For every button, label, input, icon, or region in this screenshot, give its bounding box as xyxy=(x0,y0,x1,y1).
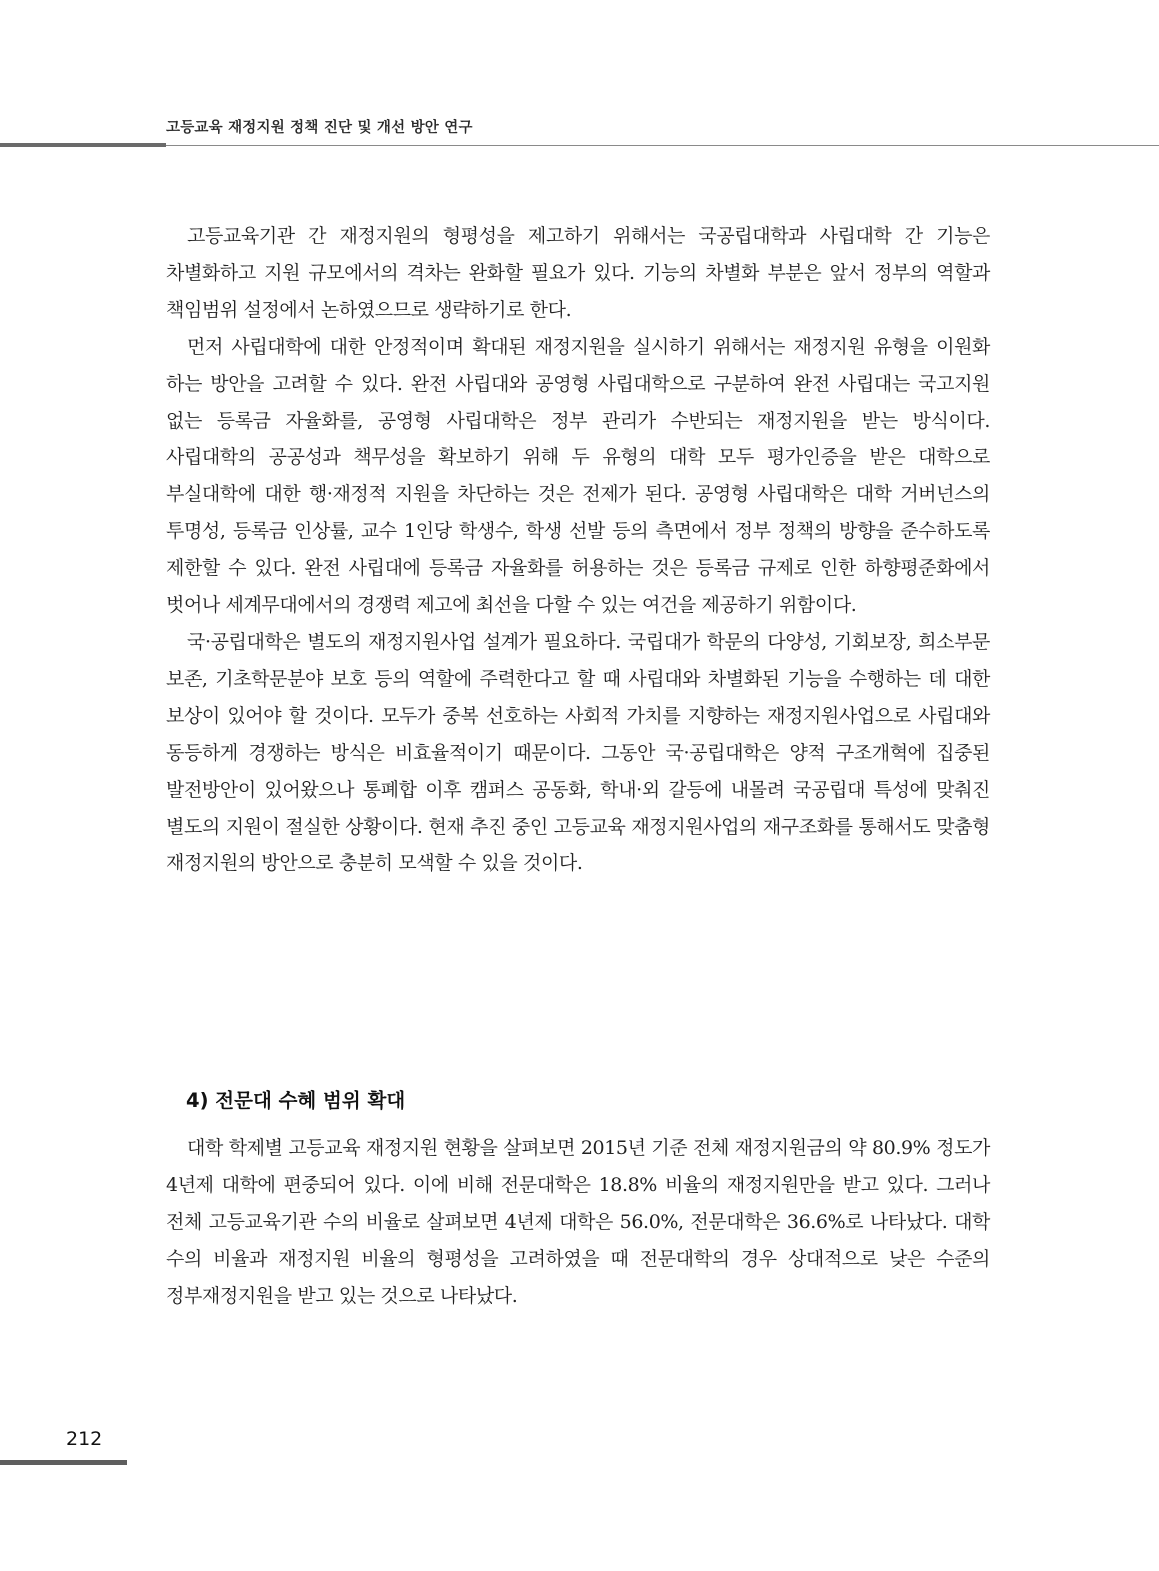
body-text-block xyxy=(166,218,990,882)
section-heading: 4) 전문대 수혜 범위 확대 xyxy=(186,1089,406,1112)
running-header-title: 고등교육 재정지원 정책 진단 및 개선 방안 연구 xyxy=(166,120,473,136)
section-paragraph-1: 대학 학제별 고등교육 재정지원 현황을 살펴보면 2015년 기준 전체 재정지원금의 약 80.9% 정도가 4년제 대학에 편중되어 있다. 이에 비해 전문대학은 18.8% 비율의 재정지원만을 받고 있다. 그러나 전체 고등교육기관 수의 비율로 살펴보면 4년제 대학은 56.0%, 전문대학은 36.6%로 나타났다. 대학 수의 비율과 재정지원 비율의 형평성을 고려하였을 때 전문대학의 경우 상대적으로 낮은 수준의 정부재정지원을 받고 있는 것으로 나타났다. xyxy=(166,1137,990,1307)
footer-rule xyxy=(0,1460,127,1465)
section-text-block xyxy=(166,1130,990,1315)
page-number: 212 xyxy=(66,1428,103,1450)
paragraph-3: 국·공립대학은 별도의 재정지원사업 설계가 필요하다. 국립대가 학문의 다양성, 기회보장, 희소부문 보존, 기초학문분야 보호 등의 역할에 주력한다고 할 때 사립대와 차별화된 기능을 수행하는 데 대한 보상이 있어야 할 것이다. 모두가 중복 선호하는 사회적 가치를 지향하는 재정지원사업으로 사립대와 동등하게 경쟁하는 방식은 비효율적이기 때문이다. 그동안 국·공립대학은 양적 구조개혁에 집중된 발전방안이 있어왔으나 통폐합 이후 캠퍼스 공동화, 학내·외 갈등에 내몰려 국공립대 특성에 맞춰진 별도의 지원이 절실한 상황이다. 현재 추진 중인 고등교육 재정지원사업의 재구조화를 통해서도 맞춤형 재정지원의 방안으로 충분히 모색할 수 있을 것이다. xyxy=(166,630,990,875)
paragraph-1: 고등교육기관 간 재정지원의 형평성을 제고하기 위해서는 국공립대학과 사립대학 간 기능은 차별화하고 지원 규모에서의 격차는 완화할 필요가 있다. 기능의 차별화 부분은 앞서 정부의 역할과 책임범위 설정에서 논하였으므로 생략하기로 한다. xyxy=(166,225,990,321)
header-rule-accent xyxy=(0,143,166,147)
paragraph-2: 먼저 사립대학에 대한 안정적이며 확대된 재정지원을 실시하기 위해서는 재정지원 유형을 이원화 하는 방안을 고려할 수 있다. 완전 사립대와 공영형 사립대학으로 구분하여 완전 사립대는 국고지원 없는 등록금 자율화를, 공영형 사립대학은 정부 관리가 수반되는 재정지원을 받는 방식이다. 사립대학의 공공성과 책무성을 확보하기 위해 두 유형의 대학 모두 평가인증을 받은 대학으로 부실대학에 대한 행·재정적 지원을 차단하는 것은 전제가 된다. 공영형 사립대학은 대학 거버넌스의 투명성, 등록금 인상률, 교수 1인당 학생수, 학생 선발 등의 측면에서 정부 정책의 방향을 준수하도록 제한할 수 있다. 완전 사립대에 등록금 자율화를 허용하는 것은 등록금 규제로 인한 하향평준화에서 벗어나 세계무대에서의 경쟁력 제고에 최선을 다할 수 있는 여건을 제공하기 위함이다. xyxy=(166,335,990,617)
header-rule xyxy=(166,145,1159,146)
